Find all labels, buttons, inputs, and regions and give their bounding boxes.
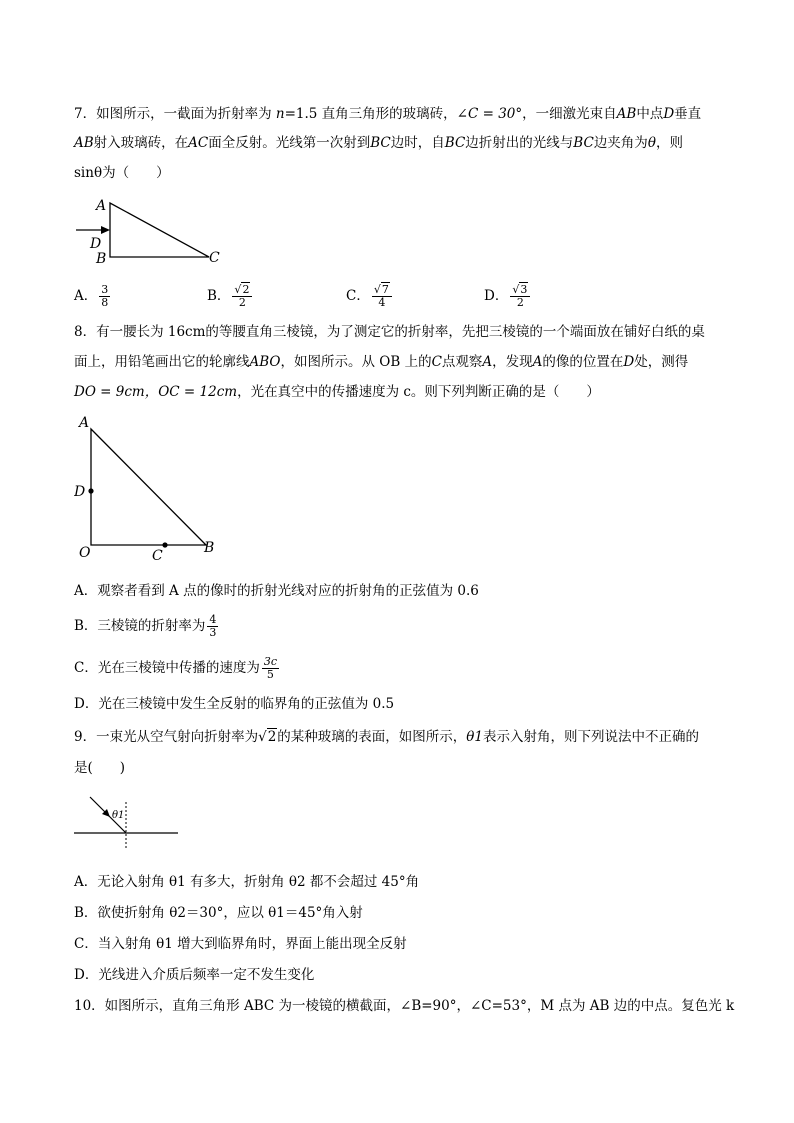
denominator: 2 [516,296,524,309]
q8-figure [74,412,234,564]
q7-text: 边折射出的光线与 [465,135,574,151]
q10-line1: 10．如图所示，直角三角形 ABC 为一棱镜的横截面，∠B=90°，∠C=53°，M 点为 AB 边的中点。复色光 k [74,998,735,1014]
q9-sqrt: √2 [258,729,277,745]
q7-var-bc: BC [573,135,594,151]
q7-text: ，一细激光束自 [522,106,617,122]
denominator: 2 [238,296,246,309]
radicand: 2 [242,283,250,296]
q7-option-c [346,284,394,309]
q7-option-d [484,284,532,309]
q8-point-d [88,488,93,493]
q8-var-a: A [532,354,543,370]
q8-text: 点观察 [441,354,483,370]
q7-text: 面全反射。光线第一次射到 [208,135,371,151]
q8-text: B．三棱镜的折射率为 [74,618,206,634]
q8-label-a: A [79,415,90,431]
q8-triangle [91,429,206,545]
denominator: 4 [378,296,386,309]
numerator: 3c [263,655,278,668]
q8-text: 的像的位置在 [542,354,624,370]
q9-theta-label: θ1 [112,810,125,821]
q8-option-b [74,614,220,639]
q7-text: 边夹角为 [593,135,648,151]
q8-text: C．光在三棱镜中传播的速度为 [74,660,260,676]
denominator: 3 [209,626,217,639]
q7-label-d: D [90,236,102,252]
q8-text: ，如图所示。从 OB 上的 [280,354,432,370]
q7-label-b: B [96,251,107,267]
q7-text: 射入玻璃砖，在 [93,135,189,151]
q7-label-c: C [209,250,220,266]
q8-label-o: O [79,545,91,561]
q7-var-ab: AB [616,106,637,122]
option-label: C． [346,288,370,304]
q8-text: 处，测得 [634,354,689,370]
q7-angle-c: ∠C = 30° [456,106,523,122]
q8-line2 [74,352,688,372]
q7-var-d: D [663,106,675,122]
fraction [510,284,530,309]
q7-triangle [110,203,209,257]
q7-text: =1.5 直角三角形的玻璃砖， [284,106,457,122]
q7-var-theta: θ [647,135,656,151]
q9-option-c: C．当入射角 θ1 增大到临界角时，界面上能出现全反射 [74,936,407,952]
q8-text: ，光在真空中的传播速度为 c。则下列判断正确的是（ ） [237,384,600,400]
q7-text: 边时，自 [390,135,445,151]
q9-line2: 是( ) [74,760,126,776]
q7-line2 [74,133,683,153]
radicand: 7 [381,283,389,296]
numerator: √2 [232,284,252,297]
option-label: D． [484,288,509,304]
option-label: A． [74,288,98,304]
q9-line1 [74,727,699,747]
option-label: B． [207,288,231,304]
q8-option-c [74,656,281,681]
q7-text: ，则 [655,135,683,151]
denominator: 8 [101,296,109,309]
numerator: √7 [372,284,392,297]
q7-figure [74,192,234,268]
q8-point-c [162,542,167,547]
q8-option-d: D．光在三棱镜中发生全反射的临界角的正弦值为 0.5 [74,696,395,712]
q9-var-theta1: θ1 [466,729,484,745]
q7-text: 中点 [636,106,664,122]
q7-arrow-head [101,226,110,234]
q9-option-a: A．无论入射角 θ1 有多大，折射角 θ2 都不会超过 45°角 [74,874,420,890]
q7-line1 [74,104,701,124]
q9-option-d: D．光线进入介质后频率一定不发生变化 [74,967,315,983]
q7-line3: sinθ为（ ） [74,165,170,181]
q9-text: 的某种玻璃的表面，如图所示， [277,729,467,745]
q8-var-a: A [482,354,493,370]
q8-text: 面上，用铅笔画出它的轮廓线 [74,354,250,370]
q7-var-ac: AC [188,135,209,151]
q9-text: 9．一束光从空气射向折射率为 [74,729,259,745]
q7-var-n: n [275,106,285,122]
q9-option-b: B．欲使折射角 θ2＝30°，应以 θ1＝45°角入射 [74,905,363,921]
numerator: 4 [209,613,217,626]
q8-label-d: D [74,484,86,500]
q8-var-abo: ABO [249,354,281,370]
q8-line1: 8．有一腰长为 16cm的等腰直角三棱镜，为了测定它的折射率，先把三棱镜的一个端面放在铺好白纸的桌 [74,324,705,340]
q8-var-c: C [431,354,442,370]
q8-line3 [74,382,600,402]
q7-label-a: A [96,198,107,214]
q8-option-a: A．观察者看到 A 点的像时的折射光线对应的折射角的正弦值为 0.6 [74,583,479,599]
fraction [232,284,252,309]
q8-var-d: D [623,354,635,370]
numerator: 3 [101,283,109,296]
radicand: 2 [267,729,277,745]
q7-option-a [74,284,112,309]
fraction [99,284,110,309]
q7-var-bc: BC [444,135,466,151]
denominator: 5 [266,668,274,681]
q8-text: ，发现 [492,354,533,370]
q7-text: 7．如图所示，一截面为折射率为 [74,106,276,122]
q7-var-ab: AB [74,135,94,151]
q8-label-b: B [204,540,215,556]
q7-option-b [207,284,254,309]
fraction [207,614,218,639]
fraction [372,284,392,309]
q9-figure [70,788,185,852]
q7-text: 垂直 [674,106,702,122]
q8-measurements: DO = 9cm，OC = 12cm [74,384,238,400]
q7-var-bc: BC [370,135,391,151]
numerator: √3 [510,284,530,297]
fraction [262,656,279,681]
radicand: 3 [520,283,528,296]
q8-label-c: C [152,548,163,564]
q9-text: 表示入射角，则下列说法中不正确的 [483,729,700,745]
